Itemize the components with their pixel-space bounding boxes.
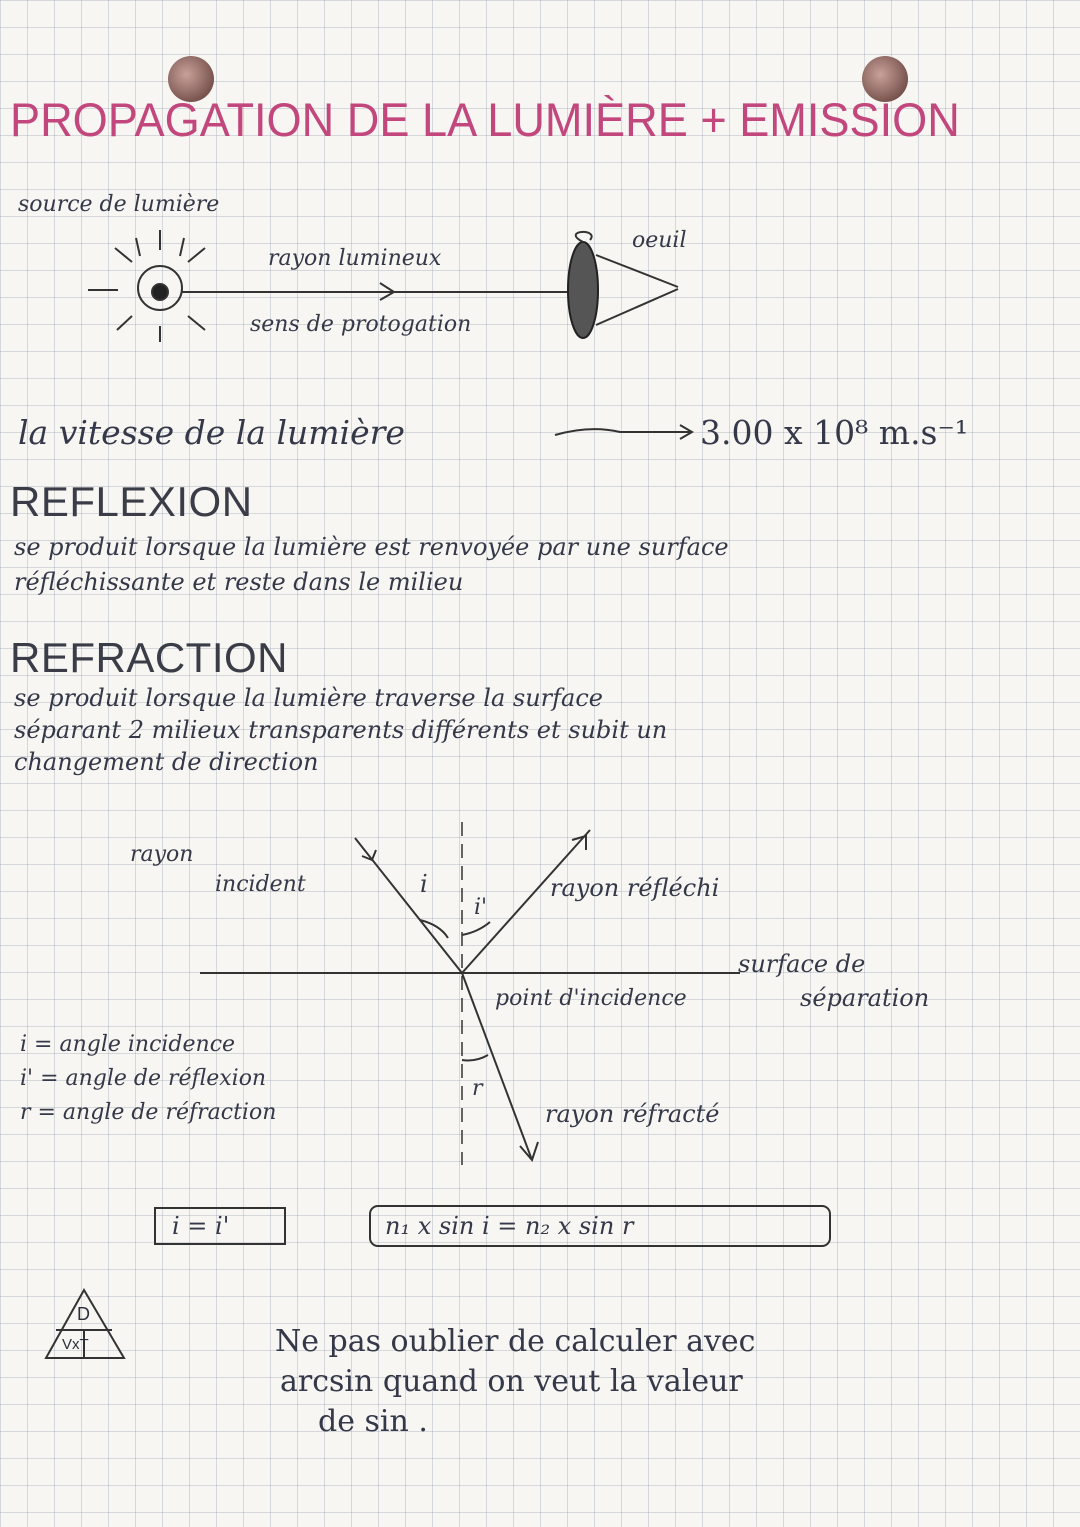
surface-label-1: surface de (738, 950, 866, 978)
surface-label-2: séparation (800, 984, 930, 1012)
angle-r-label: r (472, 1076, 483, 1101)
incident-label-1: rayon (130, 842, 194, 867)
note-line-1: Ne pas oublier de calculer avec (275, 1324, 756, 1359)
refraction-heading: REFRACTION (10, 634, 288, 681)
angle-i-label: i (420, 870, 428, 898)
triangle-top-label: D (77, 1304, 90, 1324)
reflexion-line-2: réfléchissante et reste dans le milieu (14, 568, 464, 596)
refracted-label: rayon réfracté (545, 1100, 720, 1128)
incident-label-2: incident (215, 872, 306, 897)
triangle-bottom-label: VxT (62, 1336, 89, 1353)
reflection-law: i = i' (172, 1212, 230, 1240)
direction-label: sens de protogation (250, 312, 472, 337)
legend-line-3: r = angle de réfraction (20, 1100, 277, 1125)
refraction-line-2: séparant 2 milieux transparents différents et subit un (14, 716, 668, 744)
reflected-label: rayon réfléchi (550, 874, 720, 902)
refraction-line-1: se produit lorsque la lumière traverse la surface (14, 684, 603, 712)
note-line-3: de sin . (318, 1404, 428, 1439)
point-incidence-label: point d'incidence (495, 986, 687, 1011)
eye-label: oeuil (632, 228, 687, 253)
speed-value: 3.00 x 10⁸ m.s⁻¹ (700, 413, 969, 452)
reflexion-line-1: se produit lorsque la lumière est renvoyée par une surface (14, 533, 729, 561)
snell-law: n₁ x sin i = n₂ x sin r (385, 1212, 634, 1240)
speed-text: la vitesse de la lumière (18, 413, 405, 452)
speed-arrow-icon (555, 429, 690, 435)
legend-line-1: i = angle incidence (20, 1032, 236, 1057)
note-line-2: arcsin quand on veut la valeur (280, 1364, 743, 1399)
legend-line-2: i' = angle de réflexion (20, 1066, 267, 1091)
reflexion-heading: REFLEXION (10, 478, 253, 525)
page-title: PROPAGATION DE LA LUMIÈRE + EMISSION (10, 93, 960, 146)
ray-label: rayon lumineux (268, 246, 442, 271)
light-source-icon (88, 230, 205, 342)
source-label: source de lumière (18, 192, 220, 217)
refraction-line-3: changement de direction (14, 748, 319, 776)
angle-i-prime-label: i' (474, 895, 488, 920)
